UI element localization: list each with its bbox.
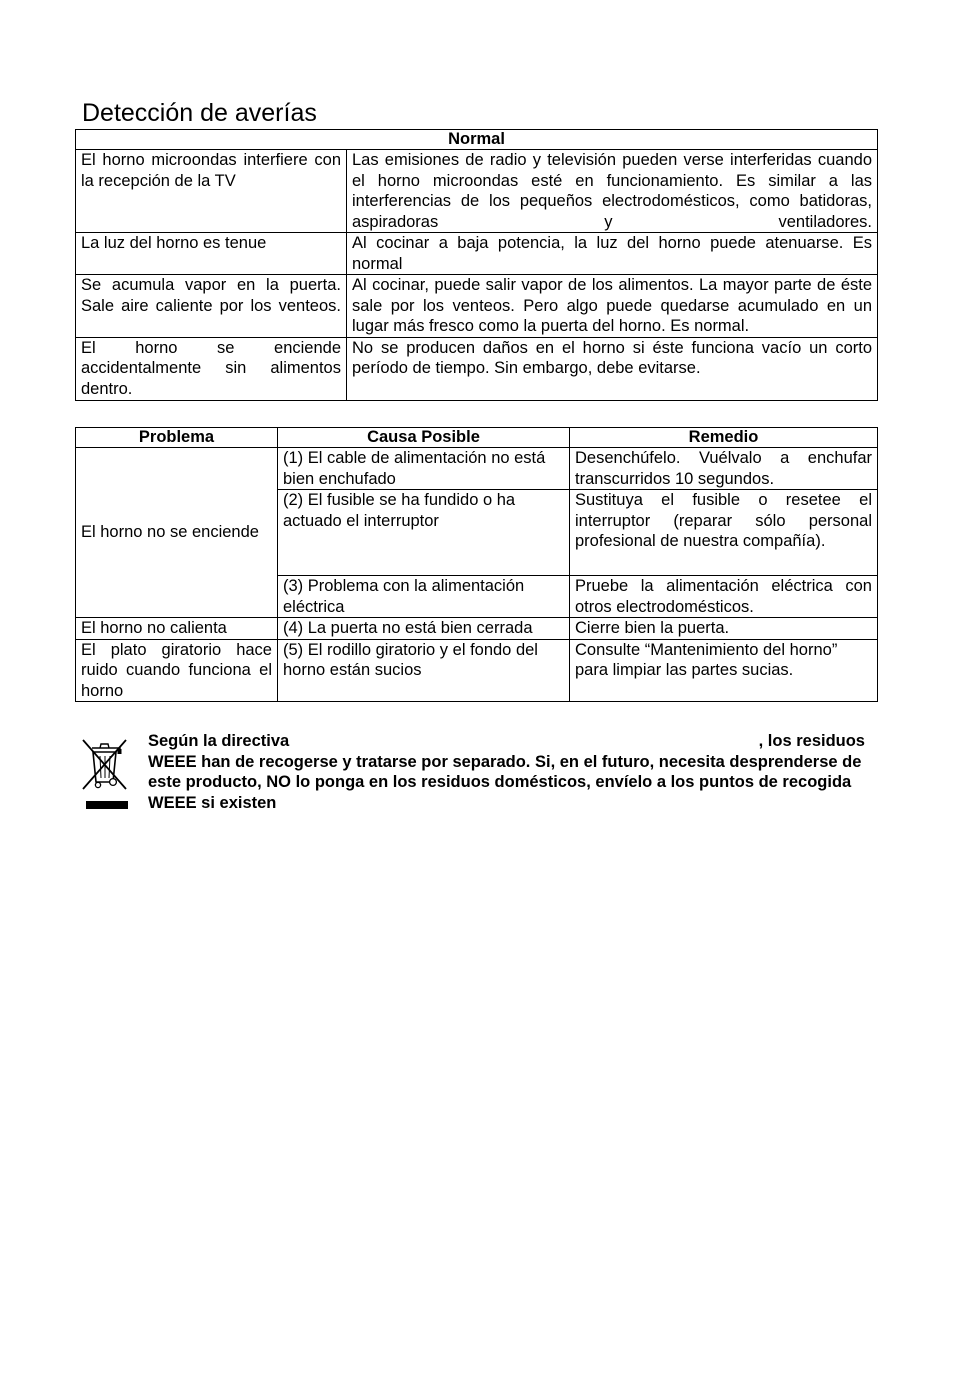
- remedy-line: Consulte “Mantenimiento del horno”: [575, 640, 838, 659]
- symptom-cell: La luz del horno es tenue: [76, 233, 347, 275]
- cause-cell: (1) El cable de alimentación no está bien enchufado: [278, 448, 570, 490]
- symptom-cell: El horno se enciende accidentalmente sin alimentos dentro.: [76, 337, 347, 401]
- table-row: [76, 275, 878, 338]
- remedy-cell: Cierre bien la puerta.: [570, 618, 878, 640]
- remedy-cell: [570, 639, 878, 702]
- explanation-cell: No se producen daños en el horno si éste funciona vacío un corto período de tiempo. Sin embargo, debe evitarse.: [347, 337, 878, 401]
- column-header-problem: Problema: [76, 428, 278, 448]
- table-row: [76, 150, 878, 233]
- normal-conditions-table: [75, 129, 878, 401]
- column-header-remedy: Remedio: [570, 428, 878, 448]
- table-row: [76, 639, 878, 702]
- explanation-cell: Las emisiones de radio y televisión pueden verse interferidas cuando el horno microondas esté en funcionamiento. Es similar a las interferencias de los pequeños electrodomésticos, como batidoras, aspiradoras y ventiladores.: [347, 150, 878, 233]
- remedy-cell: Pruebe la alimentación eléctrica con otros electrodomésticos.: [570, 576, 878, 618]
- crossed-out-wheelie-bin-icon: [80, 734, 132, 812]
- remedy-line: para limpiar las partes sucias.: [575, 661, 794, 679]
- table-row: [76, 618, 878, 640]
- weee-body-text: WEEE han de recogerse y tratarse por separado. Si, en el futuro, necesita desprenderse de este producto, NO lo ponga en los residuos domésticos, envíelo a los puntos de recogida WEEE si existen: [148, 752, 862, 812]
- table-header-row: [76, 130, 878, 150]
- remedy-cell: Desenchúfelo. Vuélvalo a enchufar transcurridos 10 segundos.: [570, 448, 878, 490]
- symptom-cell: El horno microondas interfiere con la recepción de la TV: [76, 150, 347, 233]
- problem-cell: El plato giratorio hace ruido cuando funciona el horno: [76, 639, 278, 702]
- explanation-cell: Al cocinar, puede salir vapor de los alimentos. La mayor parte de éste sale por los venteos. Pero algo puede quedarse acumulado en un lugar más fresco como la puerta del horno. Es normal.: [347, 275, 878, 338]
- problem-cell: El horno no calienta: [76, 618, 278, 640]
- normal-header: Normal: [76, 130, 878, 150]
- cause-cell: (5) El rodillo giratorio y el fondo del horno están sucios: [278, 639, 570, 702]
- symptom-cell: Se acumula vapor en la puerta. Sale aire caliente por los venteos.: [76, 275, 347, 338]
- cause-cell: (4) La puerta no está bien cerrada: [278, 618, 570, 640]
- weee-text-end: , los residuos: [758, 732, 865, 750]
- page-title: Detección de averías: [82, 99, 317, 127]
- table-row: [76, 337, 878, 401]
- remedy-cell: Sustituya el fusible o resetee el interruptor (reparar sólo personal profesional de nuestra compañía).: [570, 490, 878, 576]
- problem-cell: El horno no se enciende: [76, 448, 278, 618]
- column-header-cause: Causa Posible: [278, 428, 570, 448]
- table-row: [76, 233, 878, 275]
- table-header-row: [76, 428, 878, 448]
- troubleshooting-table: [75, 427, 878, 702]
- cause-cell: (2) El fusible se ha fundido o ha actuado el interruptor: [278, 490, 570, 576]
- cause-cell: (3) Problema con la alimentación eléctrica: [278, 576, 570, 618]
- weee-first-line: [148, 731, 865, 752]
- weee-text-start: Según la directiva: [148, 732, 290, 750]
- weee-notice: [148, 731, 888, 813]
- table-row: [76, 448, 878, 490]
- explanation-cell: Al cocinar a baja potencia, la luz del horno puede atenuarse. Es normal: [347, 233, 878, 275]
